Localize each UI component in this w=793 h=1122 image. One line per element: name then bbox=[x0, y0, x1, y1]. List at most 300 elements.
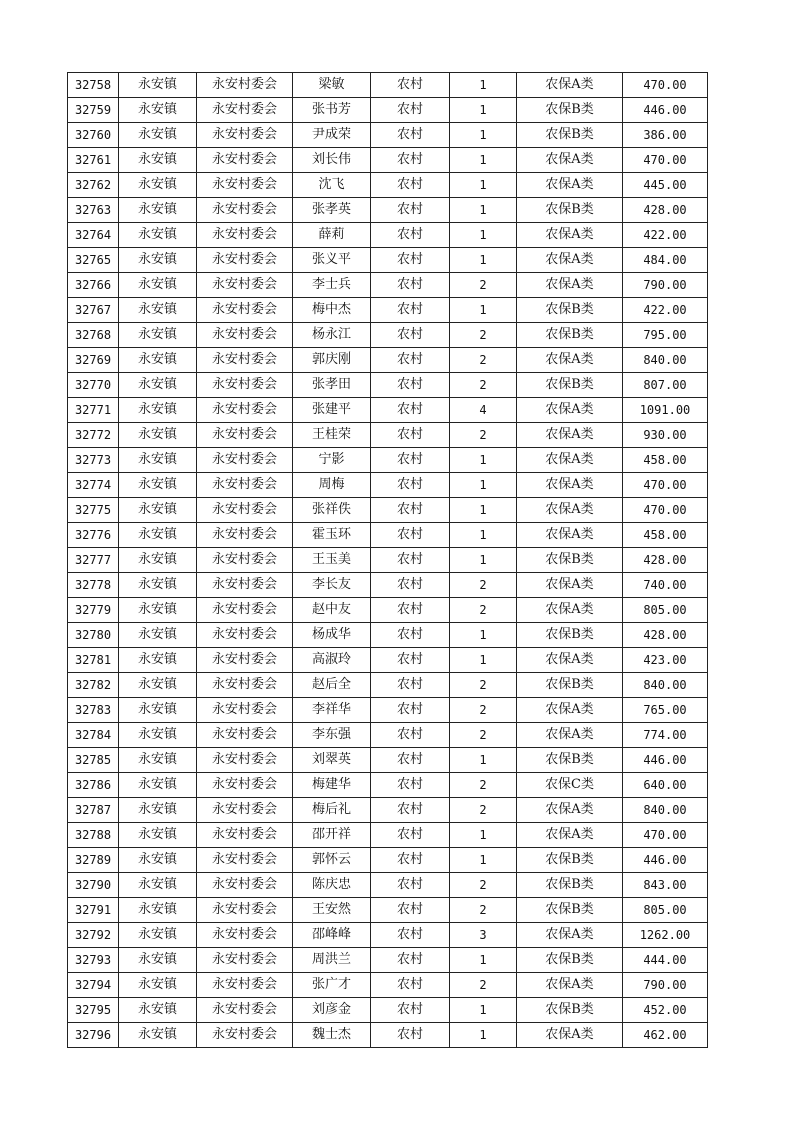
area-type-cell: 农村 bbox=[371, 498, 450, 523]
village-committee-cell: 永安村委会 bbox=[197, 248, 293, 273]
amount-cell: 444.00 bbox=[623, 948, 708, 973]
table-row bbox=[68, 348, 708, 373]
category-cell: 农保B类 bbox=[517, 748, 623, 773]
household-count-cell: 1 bbox=[450, 998, 517, 1023]
amount-cell: 428.00 bbox=[623, 198, 708, 223]
record-id-cell: 32774 bbox=[68, 473, 119, 498]
amount-cell: 790.00 bbox=[623, 973, 708, 998]
category-cell: 农保A类 bbox=[517, 73, 623, 98]
area-type-cell: 农村 bbox=[371, 448, 450, 473]
table-row bbox=[68, 123, 708, 148]
amount-cell: 386.00 bbox=[623, 123, 708, 148]
town-cell: 永安镇 bbox=[119, 898, 197, 923]
area-type-cell: 农村 bbox=[371, 148, 450, 173]
category-cell: 农保B类 bbox=[517, 898, 623, 923]
name-cell: 张广才 bbox=[293, 973, 371, 998]
name-cell: 张义平 bbox=[293, 248, 371, 273]
household-count-cell: 1 bbox=[450, 448, 517, 473]
village-committee-cell: 永安村委会 bbox=[197, 498, 293, 523]
village-committee-cell: 永安村委会 bbox=[197, 1023, 293, 1048]
category-cell: 农保A类 bbox=[517, 498, 623, 523]
category-cell: 农保A类 bbox=[517, 398, 623, 423]
town-cell: 永安镇 bbox=[119, 98, 197, 123]
record-id-cell: 32761 bbox=[68, 148, 119, 173]
name-cell: 梅中杰 bbox=[293, 298, 371, 323]
amount-cell: 930.00 bbox=[623, 423, 708, 448]
record-id-cell: 32768 bbox=[68, 323, 119, 348]
town-cell: 永安镇 bbox=[119, 173, 197, 198]
category-cell: 农保B类 bbox=[517, 948, 623, 973]
area-type-cell: 农村 bbox=[371, 848, 450, 873]
record-id-cell: 32782 bbox=[68, 673, 119, 698]
town-cell: 永安镇 bbox=[119, 773, 197, 798]
record-id-cell: 32770 bbox=[68, 373, 119, 398]
category-cell: 农保B类 bbox=[517, 373, 623, 398]
record-id-cell: 32788 bbox=[68, 823, 119, 848]
area-type-cell: 农村 bbox=[371, 473, 450, 498]
record-id-cell: 32793 bbox=[68, 948, 119, 973]
name-cell: 梅后礼 bbox=[293, 798, 371, 823]
household-count-cell: 2 bbox=[450, 723, 517, 748]
table-row bbox=[68, 448, 708, 473]
table-row bbox=[68, 323, 708, 348]
table-row bbox=[68, 948, 708, 973]
name-cell: 宁影 bbox=[293, 448, 371, 473]
table-row bbox=[68, 498, 708, 523]
record-id-cell: 32758 bbox=[68, 73, 119, 98]
town-cell: 永安镇 bbox=[119, 1023, 197, 1048]
category-cell: 农保B类 bbox=[517, 323, 623, 348]
category-cell: 农保A类 bbox=[517, 823, 623, 848]
table-row bbox=[68, 548, 708, 573]
amount-cell: 428.00 bbox=[623, 548, 708, 573]
household-count-cell: 1 bbox=[450, 473, 517, 498]
category-cell: 农保A类 bbox=[517, 448, 623, 473]
village-committee-cell: 永安村委会 bbox=[197, 773, 293, 798]
amount-cell: 840.00 bbox=[623, 798, 708, 823]
amount-cell: 1091.00 bbox=[623, 398, 708, 423]
town-cell: 永安镇 bbox=[119, 798, 197, 823]
town-cell: 永安镇 bbox=[119, 273, 197, 298]
name-cell: 李长友 bbox=[293, 573, 371, 598]
area-type-cell: 农村 bbox=[371, 423, 450, 448]
table-row bbox=[68, 248, 708, 273]
area-type-cell: 农村 bbox=[371, 773, 450, 798]
village-committee-cell: 永安村委会 bbox=[197, 323, 293, 348]
area-type-cell: 农村 bbox=[371, 948, 450, 973]
village-committee-cell: 永安村委会 bbox=[197, 523, 293, 548]
town-cell: 永安镇 bbox=[119, 948, 197, 973]
amount-cell: 452.00 bbox=[623, 998, 708, 1023]
record-id-cell: 32779 bbox=[68, 598, 119, 623]
household-count-cell: 1 bbox=[450, 123, 517, 148]
table-row bbox=[68, 723, 708, 748]
village-committee-cell: 永安村委会 bbox=[197, 723, 293, 748]
town-cell: 永安镇 bbox=[119, 573, 197, 598]
category-cell: 农保B类 bbox=[517, 873, 623, 898]
town-cell: 永安镇 bbox=[119, 348, 197, 373]
name-cell: 邵开祥 bbox=[293, 823, 371, 848]
amount-cell: 807.00 bbox=[623, 373, 708, 398]
village-committee-cell: 永安村委会 bbox=[197, 173, 293, 198]
town-cell: 永安镇 bbox=[119, 473, 197, 498]
table-row bbox=[68, 923, 708, 948]
amount-cell: 484.00 bbox=[623, 248, 708, 273]
village-committee-cell: 永安村委会 bbox=[197, 573, 293, 598]
category-cell: 农保A类 bbox=[517, 523, 623, 548]
amount-cell: 765.00 bbox=[623, 698, 708, 723]
town-cell: 永安镇 bbox=[119, 873, 197, 898]
town-cell: 永安镇 bbox=[119, 148, 197, 173]
table-row bbox=[68, 148, 708, 173]
table-row bbox=[68, 298, 708, 323]
amount-cell: 805.00 bbox=[623, 898, 708, 923]
record-id-cell: 32781 bbox=[68, 648, 119, 673]
record-id-cell: 32786 bbox=[68, 773, 119, 798]
village-committee-cell: 永安村委会 bbox=[197, 73, 293, 98]
amount-cell: 422.00 bbox=[623, 298, 708, 323]
name-cell: 张建平 bbox=[293, 398, 371, 423]
table-row bbox=[68, 698, 708, 723]
name-cell: 霍玉环 bbox=[293, 523, 371, 548]
area-type-cell: 农村 bbox=[371, 823, 450, 848]
category-cell: 农保A类 bbox=[517, 573, 623, 598]
village-committee-cell: 永安村委会 bbox=[197, 998, 293, 1023]
amount-cell: 458.00 bbox=[623, 523, 708, 548]
area-type-cell: 农村 bbox=[371, 273, 450, 298]
table-row bbox=[68, 598, 708, 623]
record-id-cell: 32795 bbox=[68, 998, 119, 1023]
area-type-cell: 农村 bbox=[371, 248, 450, 273]
household-count-cell: 2 bbox=[450, 698, 517, 723]
record-id-cell: 32765 bbox=[68, 248, 119, 273]
area-type-cell: 农村 bbox=[371, 923, 450, 948]
village-committee-cell: 永安村委会 bbox=[197, 273, 293, 298]
table-row bbox=[68, 673, 708, 698]
household-count-cell: 2 bbox=[450, 323, 517, 348]
amount-cell: 795.00 bbox=[623, 323, 708, 348]
record-id-cell: 32785 bbox=[68, 748, 119, 773]
data-table bbox=[67, 72, 708, 1048]
village-committee-cell: 永安村委会 bbox=[197, 198, 293, 223]
household-count-cell: 1 bbox=[450, 73, 517, 98]
table-row bbox=[68, 973, 708, 998]
table-row bbox=[68, 523, 708, 548]
area-type-cell: 农村 bbox=[371, 998, 450, 1023]
table-row bbox=[68, 73, 708, 98]
household-count-cell: 2 bbox=[450, 898, 517, 923]
table-body bbox=[68, 73, 708, 1048]
household-count-cell: 2 bbox=[450, 373, 517, 398]
table-row bbox=[68, 873, 708, 898]
category-cell: 农保A类 bbox=[517, 798, 623, 823]
village-committee-cell: 永安村委会 bbox=[197, 148, 293, 173]
table-row bbox=[68, 648, 708, 673]
area-type-cell: 农村 bbox=[371, 123, 450, 148]
record-id-cell: 32790 bbox=[68, 873, 119, 898]
record-id-cell: 32760 bbox=[68, 123, 119, 148]
town-cell: 永安镇 bbox=[119, 423, 197, 448]
name-cell: 郭庆刚 bbox=[293, 348, 371, 373]
amount-cell: 790.00 bbox=[623, 273, 708, 298]
amount-cell: 423.00 bbox=[623, 648, 708, 673]
household-count-cell: 2 bbox=[450, 873, 517, 898]
household-count-cell: 1 bbox=[450, 748, 517, 773]
name-cell: 王桂荣 bbox=[293, 423, 371, 448]
amount-cell: 422.00 bbox=[623, 223, 708, 248]
record-id-cell: 32796 bbox=[68, 1023, 119, 1048]
table-row bbox=[68, 773, 708, 798]
area-type-cell: 农村 bbox=[371, 298, 450, 323]
category-cell: 农保A类 bbox=[517, 648, 623, 673]
name-cell: 杨成华 bbox=[293, 623, 371, 648]
household-count-cell: 1 bbox=[450, 148, 517, 173]
record-id-cell: 32776 bbox=[68, 523, 119, 548]
table-row bbox=[68, 373, 708, 398]
area-type-cell: 农村 bbox=[371, 323, 450, 348]
amount-cell: 446.00 bbox=[623, 848, 708, 873]
household-count-cell: 1 bbox=[450, 173, 517, 198]
town-cell: 永安镇 bbox=[119, 548, 197, 573]
table-row bbox=[68, 473, 708, 498]
village-committee-cell: 永安村委会 bbox=[197, 448, 293, 473]
name-cell: 陈庆忠 bbox=[293, 873, 371, 898]
household-count-cell: 2 bbox=[450, 273, 517, 298]
category-cell: 农保A类 bbox=[517, 1023, 623, 1048]
area-type-cell: 农村 bbox=[371, 548, 450, 573]
town-cell: 永安镇 bbox=[119, 398, 197, 423]
area-type-cell: 农村 bbox=[371, 723, 450, 748]
village-committee-cell: 永安村委会 bbox=[197, 98, 293, 123]
area-type-cell: 农村 bbox=[371, 348, 450, 373]
area-type-cell: 农村 bbox=[371, 573, 450, 598]
record-id-cell: 32791 bbox=[68, 898, 119, 923]
table-row bbox=[68, 998, 708, 1023]
household-count-cell: 1 bbox=[450, 223, 517, 248]
table-row bbox=[68, 823, 708, 848]
town-cell: 永安镇 bbox=[119, 698, 197, 723]
amount-cell: 843.00 bbox=[623, 873, 708, 898]
record-id-cell: 32784 bbox=[68, 723, 119, 748]
name-cell: 张孝英 bbox=[293, 198, 371, 223]
record-id-cell: 32769 bbox=[68, 348, 119, 373]
town-cell: 永安镇 bbox=[119, 723, 197, 748]
amount-cell: 462.00 bbox=[623, 1023, 708, 1048]
amount-cell: 446.00 bbox=[623, 98, 708, 123]
table-row bbox=[68, 1023, 708, 1048]
town-cell: 永安镇 bbox=[119, 923, 197, 948]
table-row bbox=[68, 623, 708, 648]
name-cell: 李祥华 bbox=[293, 698, 371, 723]
category-cell: 农保B类 bbox=[517, 298, 623, 323]
record-id-cell: 32792 bbox=[68, 923, 119, 948]
amount-cell: 840.00 bbox=[623, 673, 708, 698]
town-cell: 永安镇 bbox=[119, 73, 197, 98]
category-cell: 农保B类 bbox=[517, 198, 623, 223]
town-cell: 永安镇 bbox=[119, 323, 197, 348]
village-committee-cell: 永安村委会 bbox=[197, 923, 293, 948]
record-id-cell: 32789 bbox=[68, 848, 119, 873]
record-id-cell: 32762 bbox=[68, 173, 119, 198]
area-type-cell: 农村 bbox=[371, 898, 450, 923]
area-type-cell: 农村 bbox=[371, 598, 450, 623]
category-cell: 农保A类 bbox=[517, 698, 623, 723]
category-cell: 农保B类 bbox=[517, 548, 623, 573]
town-cell: 永安镇 bbox=[119, 448, 197, 473]
category-cell: 农保A类 bbox=[517, 973, 623, 998]
village-committee-cell: 永安村委会 bbox=[197, 423, 293, 448]
town-cell: 永安镇 bbox=[119, 123, 197, 148]
amount-cell: 445.00 bbox=[623, 173, 708, 198]
area-type-cell: 农村 bbox=[371, 98, 450, 123]
name-cell: 王玉美 bbox=[293, 548, 371, 573]
record-id-cell: 32771 bbox=[68, 398, 119, 423]
name-cell: 杨永江 bbox=[293, 323, 371, 348]
record-id-cell: 32763 bbox=[68, 198, 119, 223]
amount-cell: 470.00 bbox=[623, 148, 708, 173]
record-id-cell: 32775 bbox=[68, 498, 119, 523]
village-committee-cell: 永安村委会 bbox=[197, 973, 293, 998]
area-type-cell: 农村 bbox=[371, 973, 450, 998]
town-cell: 永安镇 bbox=[119, 623, 197, 648]
category-cell: 农保A类 bbox=[517, 723, 623, 748]
table-row bbox=[68, 798, 708, 823]
village-committee-cell: 永安村委会 bbox=[197, 473, 293, 498]
category-cell: 农保A类 bbox=[517, 223, 623, 248]
name-cell: 赵中友 bbox=[293, 598, 371, 623]
village-committee-cell: 永安村委会 bbox=[197, 698, 293, 723]
town-cell: 永安镇 bbox=[119, 973, 197, 998]
village-committee-cell: 永安村委会 bbox=[197, 848, 293, 873]
village-committee-cell: 永安村委会 bbox=[197, 898, 293, 923]
category-cell: 农保A类 bbox=[517, 423, 623, 448]
area-type-cell: 农村 bbox=[371, 798, 450, 823]
name-cell: 魏士杰 bbox=[293, 1023, 371, 1048]
household-count-cell: 2 bbox=[450, 798, 517, 823]
area-type-cell: 农村 bbox=[371, 198, 450, 223]
village-committee-cell: 永安村委会 bbox=[197, 673, 293, 698]
record-id-cell: 32759 bbox=[68, 98, 119, 123]
village-committee-cell: 永安村委会 bbox=[197, 798, 293, 823]
amount-cell: 470.00 bbox=[623, 73, 708, 98]
category-cell: 农保B类 bbox=[517, 848, 623, 873]
category-cell: 农保A类 bbox=[517, 248, 623, 273]
table-row bbox=[68, 98, 708, 123]
record-id-cell: 32773 bbox=[68, 448, 119, 473]
town-cell: 永安镇 bbox=[119, 223, 197, 248]
household-count-cell: 4 bbox=[450, 398, 517, 423]
name-cell: 王安然 bbox=[293, 898, 371, 923]
area-type-cell: 农村 bbox=[371, 223, 450, 248]
household-count-cell: 1 bbox=[450, 248, 517, 273]
category-cell: 农保C类 bbox=[517, 773, 623, 798]
name-cell: 张孝田 bbox=[293, 373, 371, 398]
name-cell: 赵后全 bbox=[293, 673, 371, 698]
name-cell: 刘翠英 bbox=[293, 748, 371, 773]
town-cell: 永安镇 bbox=[119, 198, 197, 223]
record-id-cell: 32787 bbox=[68, 798, 119, 823]
village-committee-cell: 永安村委会 bbox=[197, 348, 293, 373]
area-type-cell: 农村 bbox=[371, 73, 450, 98]
household-count-cell: 1 bbox=[450, 198, 517, 223]
village-committee-cell: 永安村委会 bbox=[197, 648, 293, 673]
table-row bbox=[68, 198, 708, 223]
table-row bbox=[68, 398, 708, 423]
town-cell: 永安镇 bbox=[119, 248, 197, 273]
category-cell: 农保B类 bbox=[517, 98, 623, 123]
area-type-cell: 农村 bbox=[371, 748, 450, 773]
amount-cell: 458.00 bbox=[623, 448, 708, 473]
name-cell: 周洪兰 bbox=[293, 948, 371, 973]
category-cell: 农保A类 bbox=[517, 473, 623, 498]
household-count-cell: 1 bbox=[450, 948, 517, 973]
area-type-cell: 农村 bbox=[371, 523, 450, 548]
household-count-cell: 1 bbox=[450, 823, 517, 848]
town-cell: 永安镇 bbox=[119, 298, 197, 323]
category-cell: 农保B类 bbox=[517, 998, 623, 1023]
area-type-cell: 农村 bbox=[371, 373, 450, 398]
name-cell: 张书芳 bbox=[293, 98, 371, 123]
record-id-cell: 32794 bbox=[68, 973, 119, 998]
area-type-cell: 农村 bbox=[371, 673, 450, 698]
village-committee-cell: 永安村委会 bbox=[197, 548, 293, 573]
table-row bbox=[68, 848, 708, 873]
village-committee-cell: 永安村委会 bbox=[197, 748, 293, 773]
area-type-cell: 农村 bbox=[371, 1023, 450, 1048]
table-row bbox=[68, 573, 708, 598]
name-cell: 郭怀云 bbox=[293, 848, 371, 873]
amount-cell: 446.00 bbox=[623, 748, 708, 773]
town-cell: 永安镇 bbox=[119, 748, 197, 773]
town-cell: 永安镇 bbox=[119, 523, 197, 548]
household-count-cell: 1 bbox=[450, 298, 517, 323]
village-committee-cell: 永安村委会 bbox=[197, 823, 293, 848]
household-count-cell: 1 bbox=[450, 648, 517, 673]
town-cell: 永安镇 bbox=[119, 648, 197, 673]
household-count-cell: 2 bbox=[450, 973, 517, 998]
name-cell: 张祥佚 bbox=[293, 498, 371, 523]
name-cell: 李东强 bbox=[293, 723, 371, 748]
category-cell: 农保B类 bbox=[517, 623, 623, 648]
village-committee-cell: 永安村委会 bbox=[197, 948, 293, 973]
household-count-cell: 1 bbox=[450, 623, 517, 648]
household-count-cell: 1 bbox=[450, 1023, 517, 1048]
name-cell: 高淑玲 bbox=[293, 648, 371, 673]
category-cell: 农保B类 bbox=[517, 673, 623, 698]
town-cell: 永安镇 bbox=[119, 673, 197, 698]
category-cell: 农保A类 bbox=[517, 348, 623, 373]
amount-cell: 428.00 bbox=[623, 623, 708, 648]
household-count-cell: 1 bbox=[450, 498, 517, 523]
household-count-cell: 2 bbox=[450, 773, 517, 798]
category-cell: 农保A类 bbox=[517, 923, 623, 948]
amount-cell: 470.00 bbox=[623, 498, 708, 523]
record-id-cell: 32764 bbox=[68, 223, 119, 248]
household-count-cell: 1 bbox=[450, 548, 517, 573]
name-cell: 尹成荣 bbox=[293, 123, 371, 148]
household-count-cell: 2 bbox=[450, 673, 517, 698]
town-cell: 永安镇 bbox=[119, 823, 197, 848]
record-id-cell: 32780 bbox=[68, 623, 119, 648]
village-committee-cell: 永安村委会 bbox=[197, 623, 293, 648]
record-id-cell: 32777 bbox=[68, 548, 119, 573]
household-count-cell: 2 bbox=[450, 598, 517, 623]
category-cell: 农保B类 bbox=[517, 123, 623, 148]
area-type-cell: 农村 bbox=[371, 398, 450, 423]
table-row bbox=[68, 898, 708, 923]
name-cell: 薛莉 bbox=[293, 223, 371, 248]
area-type-cell: 农村 bbox=[371, 648, 450, 673]
